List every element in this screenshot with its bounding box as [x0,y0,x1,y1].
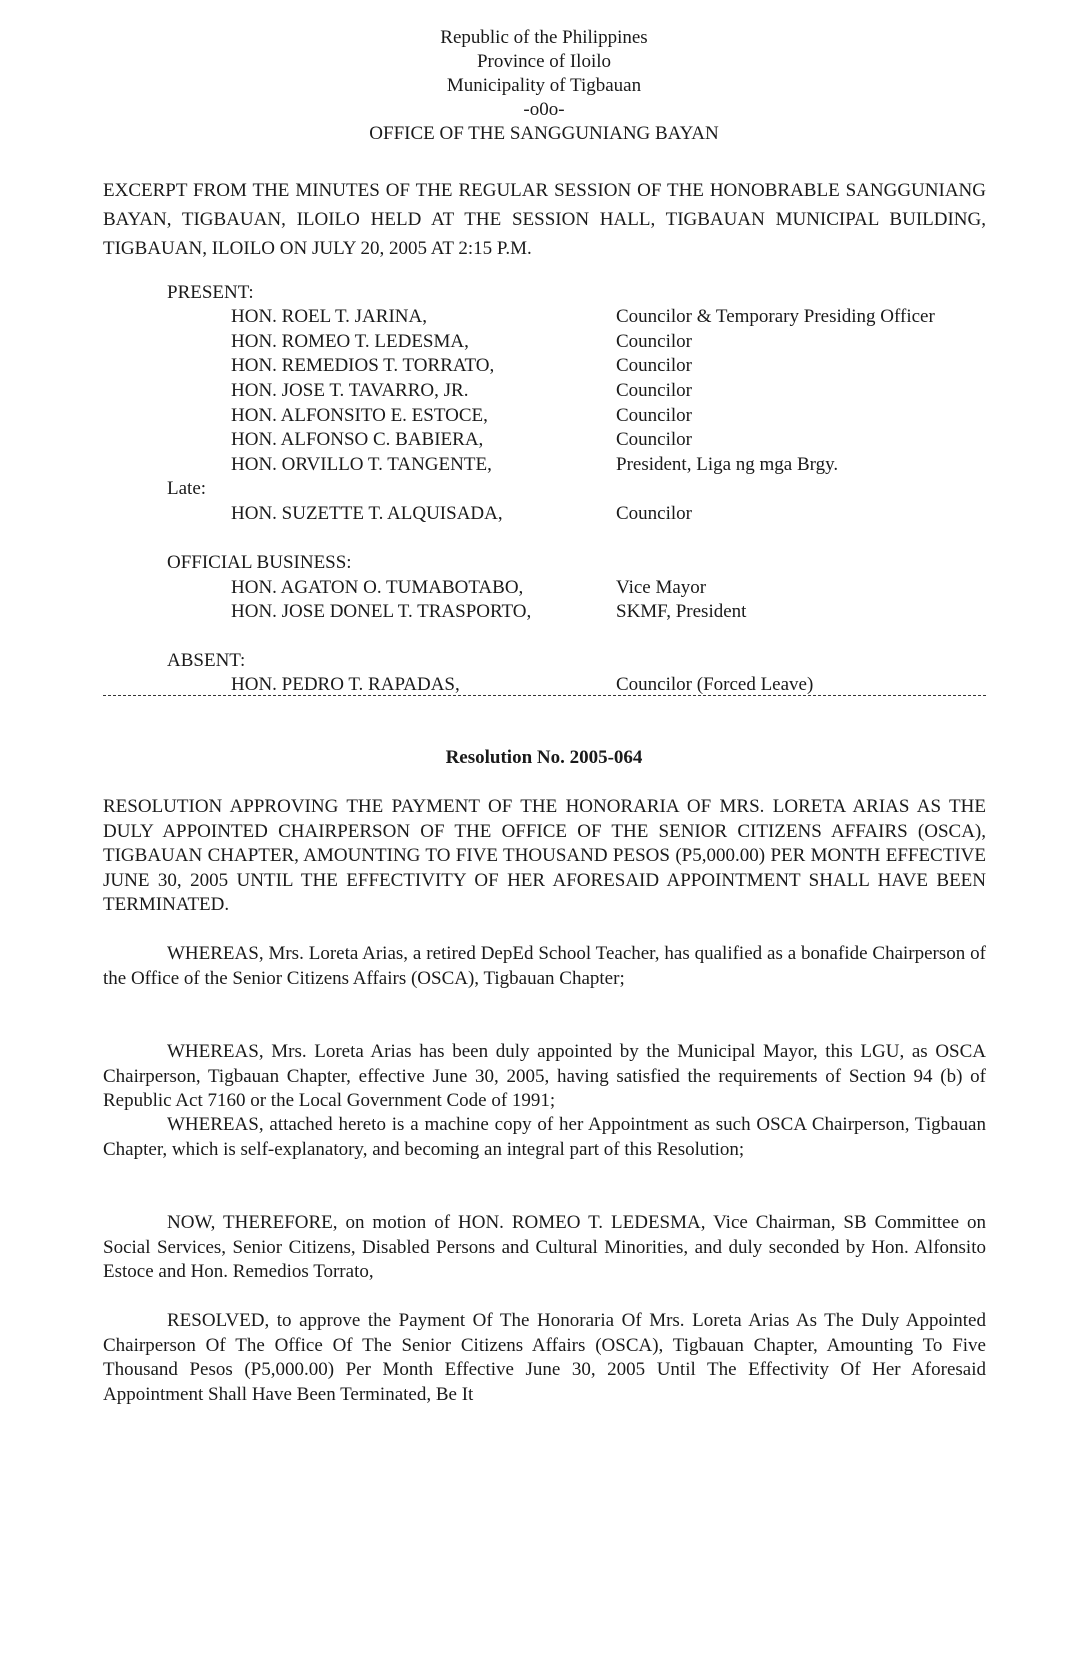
attendee-position: Councilor [616,405,692,426]
attendee-position: Councilor [616,355,692,376]
attendee-name: HON. PEDRO T. RAPADAS, [231,674,460,695]
resolution-number: Resolution No. 2005-064 [445,747,643,768]
attendee-name: HON. ROEL T. JARINA, [231,306,427,327]
attendee-name: HON. ORVILLO T. TANGENTE, [231,454,492,475]
resolved-paragraph: RESOLVED, to approve the Payment Of The Honoraria Of Mrs. Loreta Arias As The Duly Appointed Chairperson Of The Office Of The Senior Citizens Affairs (OSCA), Tigbauan Chapter, Amounting To Five Thousand Pesos (P5,000.00) Per Month Effective June 30, 2005 Until The Effectivity Of Her Aforesaid Appointment Shall Have Been Terminated, Be It [103,1310,986,1405]
attendee-name: HON. JOSE DONEL T. TRASPORTO, [231,601,532,622]
header-office: OFFICE OF THE SANGGUNIANG BAYAN [369,123,719,144]
attendee-name: HON. JOSE T. TAVARRO, JR. [231,380,469,401]
attendee-position: Councilor [616,380,692,401]
letterhead [0,26,1088,146]
attendee-name: HON. AGATON O. TUMABOTABO, [231,577,524,598]
attendee-position: Vice Mayor [616,577,707,598]
whereas-paragraph-3: WHEREAS, attached hereto is a machine copy of her Appointment as such OSCA Chairperson, Tigbauan Chapter, which is self-explanatory, and becoming an integral part of this Resolution; [103,1114,986,1160]
attendee-position: Councilor [616,429,692,450]
attendee-position: SKMF, President [616,601,747,622]
attendee-position: President, Liga ng mga Brgy. [616,454,839,475]
official-business-label: OFFICIAL BUSINESS: [167,552,352,573]
attendee-position: Councilor [616,503,692,524]
attendee-name: HON. SUZETTE T. ALQUISADA, [231,503,503,524]
dashed-divider [103,695,986,710]
resolution-title: RESOLUTION APPROVING THE PAYMENT OF THE HONORARIA OF MRS. LORETA ARIAS AS THE DULY APPOINTED CHAIRPERSON OF THE OFFICE OF THE SENIOR CITIZENS AFFAIRS (OSCA), TIGBAUAN CHAPTER, AMOUNTING TO FIVE THOUSAND PESOS (P5,000.00) PER MONTH EFFECTIVE JUNE 30, 2005 UNTIL THE EFFECTIVITY OF HER AFORESAID APPOINTMENT SHALL HAVE BEEN TERMINATED. [103,796,986,915]
header-province: Province of Iloilo [476,51,612,72]
absent-label: ABSENT: [167,650,246,671]
attendee-position: Councilor [616,331,692,352]
late-label: Late: [167,478,207,499]
attendee-name: HON. ROMEO T. LEDESMA, [231,331,469,352]
whereas-paragraph-1: WHEREAS, Mrs. Loreta Arias, a retired DepEd School Teacher, has qualified as a bonafide Chairperson of the Office of the Senior Citizens Affairs (OSCA), Tigbauan Chapter; [103,943,986,989]
attendee-position: Councilor & Temporary Presiding Officer [616,306,935,327]
attendee-name: HON. ALFONSITO E. ESTOCE, [231,405,488,426]
header-municipality: Municipality of Tigbauan [446,75,642,96]
attendee-name: HON. REMEDIOS T. TORRATO, [231,355,495,376]
attendee-name: HON. ALFONSO C. BABIERA, [231,429,484,450]
header-republic: Republic of the Philippines [440,27,648,48]
header-separator: -o0o- [523,99,565,120]
now-therefore-paragraph: NOW, THEREFORE, on motion of HON. ROMEO T. LEDESMA, Vice Chairman, SB Committee on Social Services, Senior Citizens, Disabled Persons and Cultural Minorities, and duly seconded by Hon. Alfonsito Estoce and Hon. Remedios Torrato, [103,1212,986,1282]
attendee-position: Councilor (Forced Leave) [616,674,814,695]
whereas-paragraph-2: WHEREAS, Mrs. Loreta Arias has been duly appointed by the Municipal Mayor, this LGU, as OSCA Chairperson, Tigbauan Chapter, effective June 30, 2005, having satisfied the requirements of Section 94 (b) of Republic Act 7160 or the Local Government Code of 1991; [103,1041,986,1111]
minutes-excerpt: EXCERPT FROM THE MINUTES OF THE REGULAR SESSION OF THE HONOBRABLE SANGGUNIANG BAYAN, TIGBAUAN, ILOILO HELD AT THE SESSION HALL, TIGBAUAN MUNICIPAL BUILDING, TIGBAUAN, ILOILO ON JULY 20, 2005 AT 2:15 P.M. [103,180,986,259]
present-label: PRESENT: [167,282,254,303]
